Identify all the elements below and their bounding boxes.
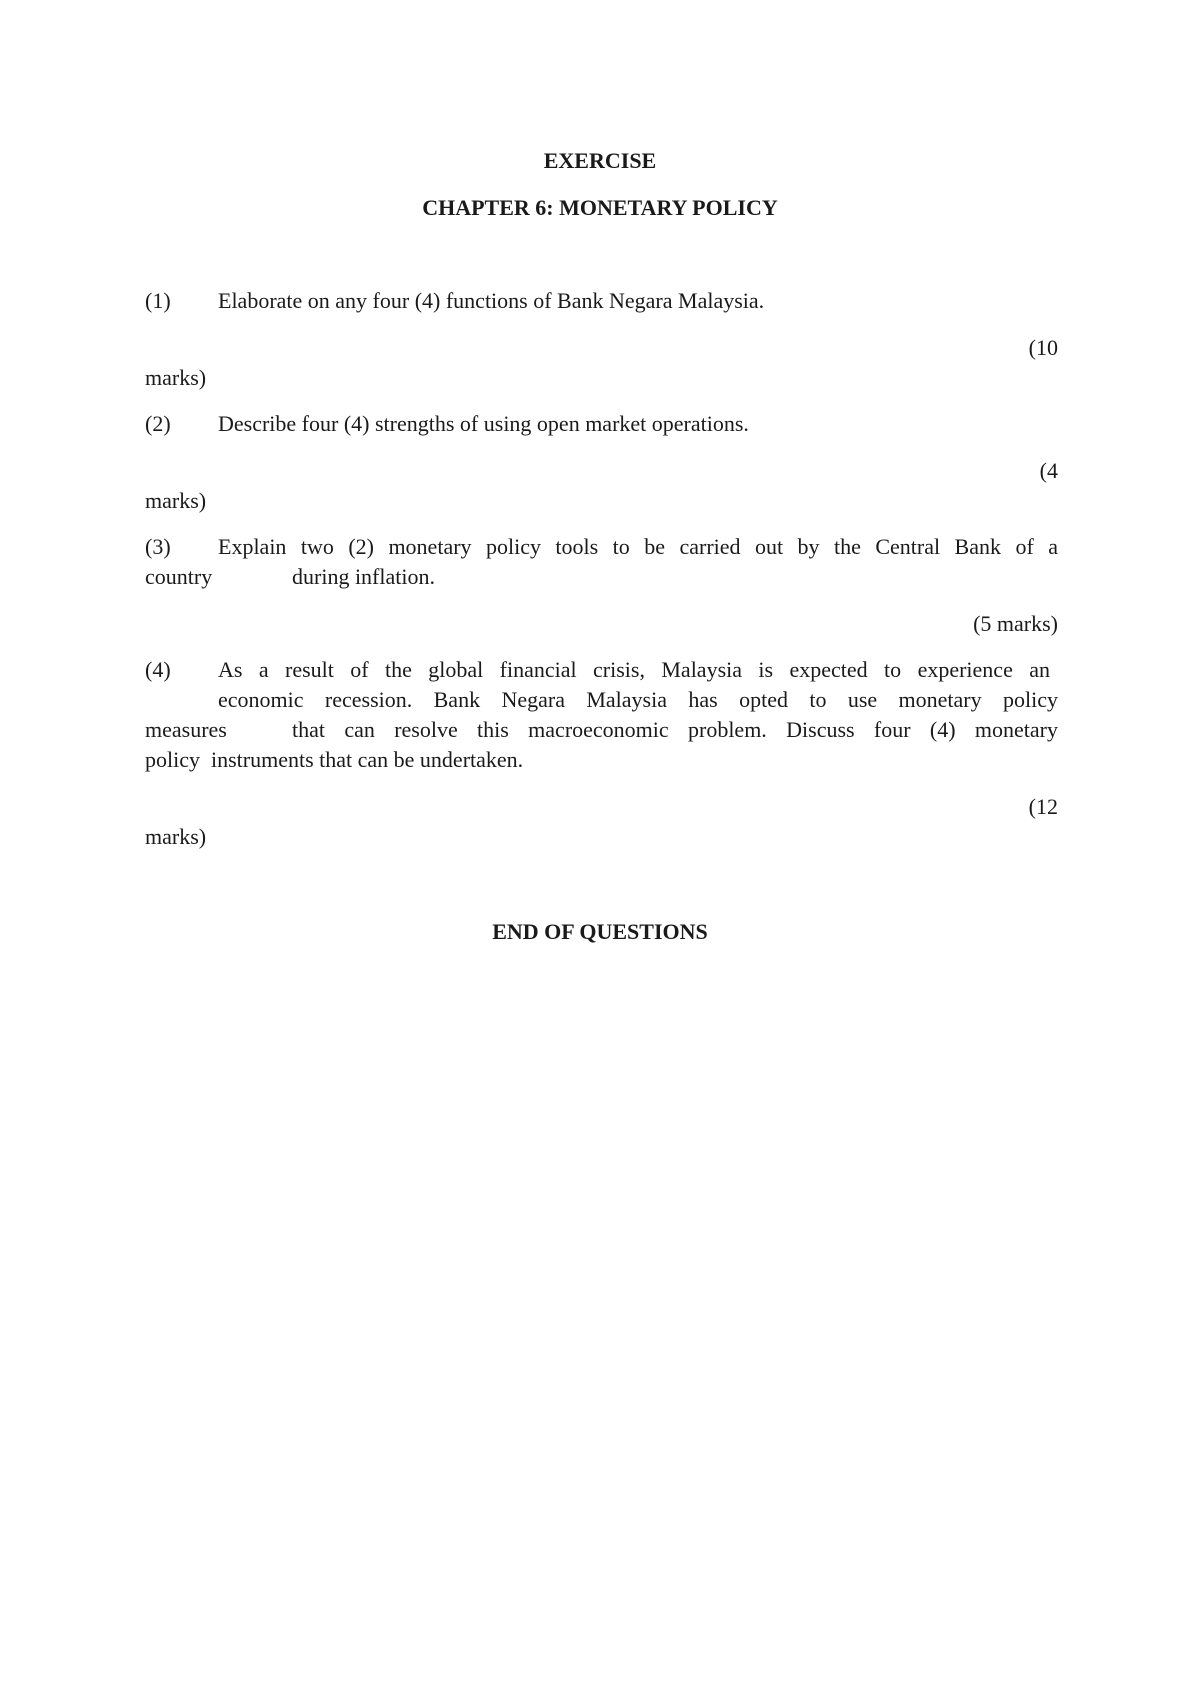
question-number: (3) xyxy=(145,534,171,559)
marks-close: marks) xyxy=(145,824,207,849)
marks-close: marks) xyxy=(145,488,207,513)
marks-close: marks) xyxy=(145,365,207,390)
question-text: Describe four (4) strengths of using open market operations. xyxy=(218,411,749,436)
marks-open: (4 xyxy=(1039,458,1058,483)
question-number: (1) xyxy=(145,288,171,313)
question-text-line3a: measures xyxy=(145,717,227,742)
question-text-line2: economic recession. Bank Negara Malaysia has opted to use monetary policy xyxy=(218,687,1058,712)
question-text-line4: policy instruments that can be undertaken. xyxy=(145,747,524,772)
question-text-line3b: that can resolve this macroeconomic problem. Discuss four (4) monetary xyxy=(292,717,1058,742)
question-text-line1: As a result of the global financial crisis, Malaysia is expected to experience an xyxy=(218,657,1050,682)
question-text: Elaborate on any four (4) functions of Bank Negara Malaysia. xyxy=(218,288,765,313)
question-text-line2a: country xyxy=(145,564,213,589)
end-of-questions: END OF QUESTIONS xyxy=(492,919,708,944)
marks-open: (12 xyxy=(1028,794,1058,819)
question-text-line2b: during inflation. xyxy=(292,564,435,589)
question-text-line1: Explain two (2) monetary policy tools to be carried out by the Central Bank of a xyxy=(218,534,1058,559)
exercise-title: EXERCISE xyxy=(543,148,657,173)
question-number: (2) xyxy=(145,411,171,436)
marks-open: (10 xyxy=(1028,335,1058,360)
question-number: (4) xyxy=(145,657,171,682)
chapter-title: CHAPTER 6: MONETARY POLICY xyxy=(422,195,778,220)
marks: (5 marks) xyxy=(973,611,1058,636)
